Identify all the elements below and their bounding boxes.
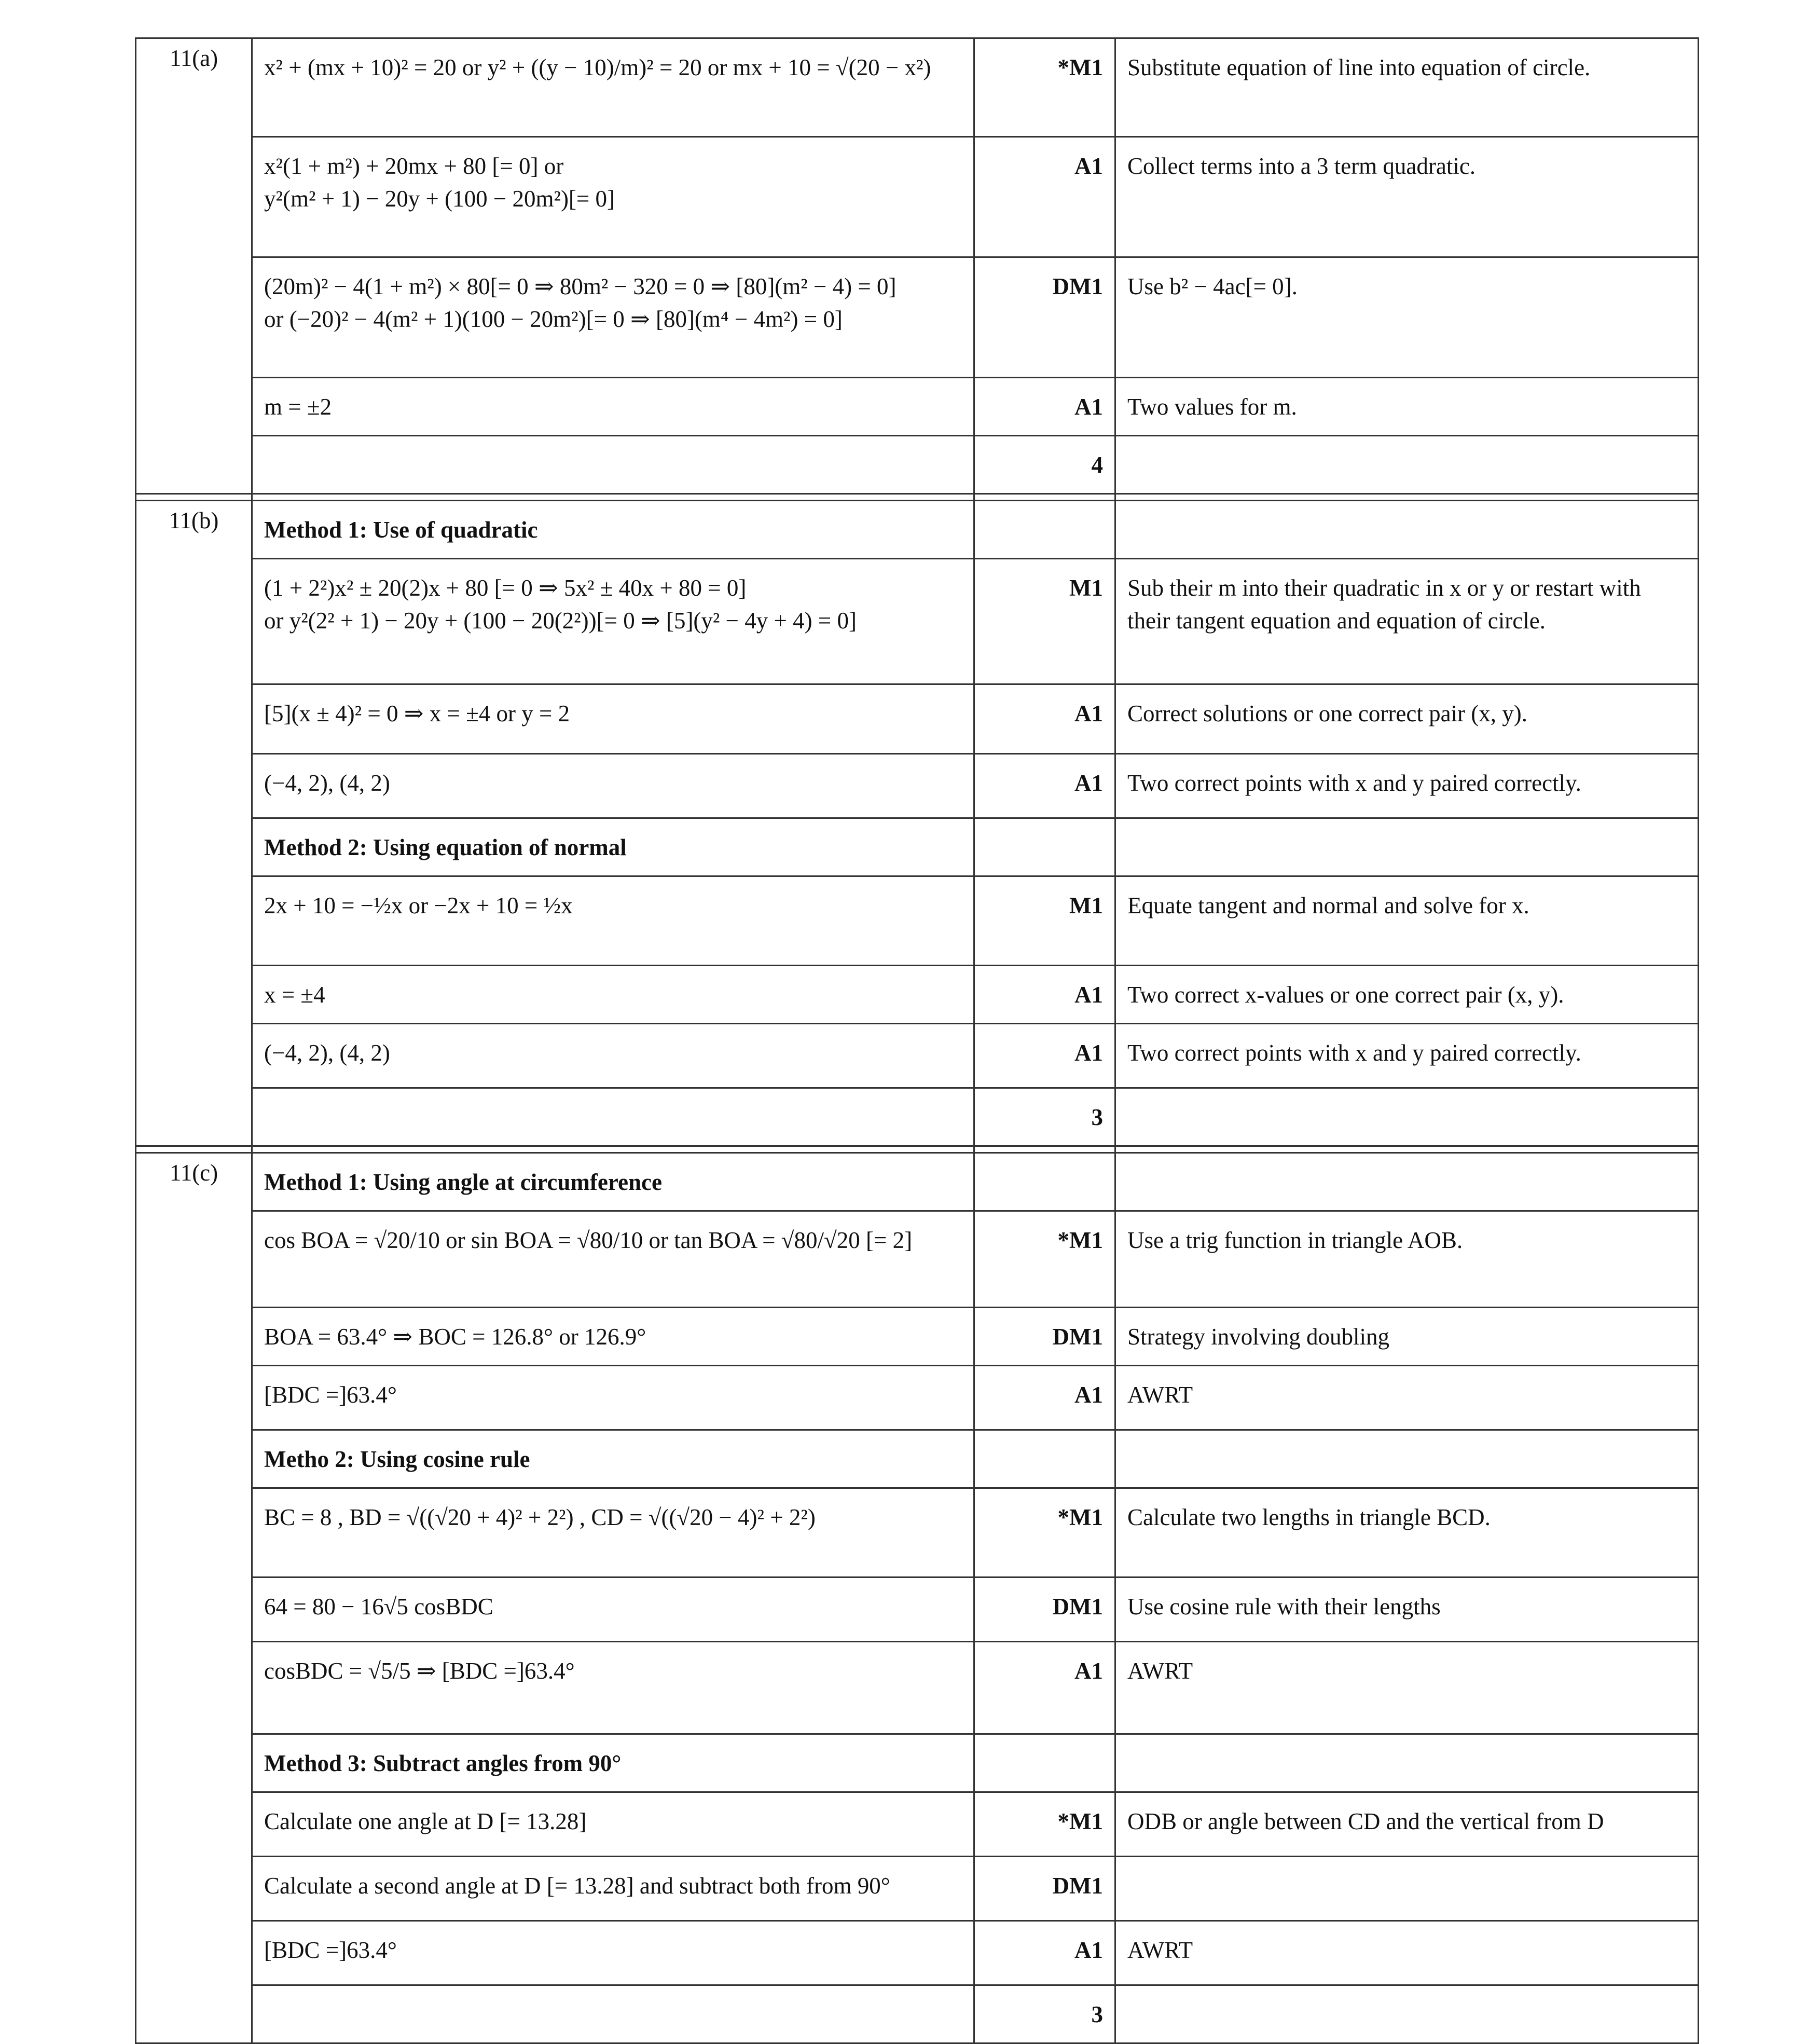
notes-cell: AWRT [1115,1921,1699,1985]
working-text: Metho 2: Using cosine rule [264,1446,530,1472]
working-cell [252,1024,974,1088]
mark-cell: *M1 [974,1211,1115,1308]
mark-cell: *M1 [974,1792,1115,1857]
notes-cell: Two correct points with x and y paired correctly. [1115,754,1699,818]
notes-cell: Equate tangent and normal and solve for x. [1115,876,1699,966]
working-text: x² + (mx + 10)² = 20 or y² + ((y − 10)/m)² = 20 or mx + 10 = √(20 − x²) [264,54,931,80]
working-text: (−4, 2), (4, 2) [264,1040,390,1066]
scheme-row [136,1921,1699,1985]
notes-cell: Strategy involving doubling [1115,1308,1699,1366]
method-heading [252,818,974,876]
mark-cell: 3 [974,1088,1115,1146]
mark-cell [974,818,1115,876]
scheme-row [136,1024,1699,1088]
working-text-line2: y²(m² + 1) − 20y + (100 − 20m²)[= 0] [264,186,615,212]
working-cell [252,754,974,818]
notes-cell [1115,1985,1699,2043]
scheme-row [136,1577,1699,1642]
scheme-row [136,1308,1699,1366]
working-text: x²(1 + m²) + 20mx + 80 [= 0] or [264,153,564,179]
separator-cell [1115,494,1699,501]
mark-cell: A1 [974,966,1115,1024]
scheme-row [136,559,1699,684]
mark-cell: DM1 [974,257,1115,378]
separator-cell [252,494,974,501]
separator-cell [252,1146,974,1153]
working-text: [BDC =]63.4° [264,1937,397,1963]
working-cell [252,1308,974,1366]
mark-cell: *M1 [974,38,1115,137]
working-text: Method 2: Using equation of normal [264,834,627,860]
scheme-row [136,818,1699,876]
notes-cell [1115,1430,1699,1488]
working-cell [252,684,974,754]
working-text: m = ±2 [264,394,332,420]
mark-cell: A1 [974,378,1115,436]
method-heading [252,1734,974,1792]
scheme-row [136,1792,1699,1857]
mark-cell [974,1430,1115,1488]
notes-cell [1115,818,1699,876]
scheme-row [136,1153,1699,1211]
notes-cell: Use b² − 4ac[= 0]. [1115,257,1699,378]
scheme-row [136,501,1699,559]
working-text: x = ±4 [264,982,325,1008]
separator-cell [974,1146,1115,1153]
notes-cell: Collect terms into a 3 term quadratic. [1115,137,1699,257]
mark-scheme-body [136,38,1699,2043]
scheme-row [136,1366,1699,1430]
working-cell [252,137,974,257]
notes-cell [1115,1088,1699,1146]
notes-cell [1115,501,1699,559]
scheme-row [136,1088,1699,1146]
section-separator [136,494,1699,501]
working-cell [252,1088,974,1146]
mark-cell: *M1 [974,1488,1115,1577]
scheme-row [136,436,1699,494]
mark-scheme-table [135,37,1699,2044]
scheme-row [136,754,1699,818]
scheme-row [136,1734,1699,1792]
notes-cell: ODB or angle between CD and the vertical from D [1115,1792,1699,1857]
notes-cell: Two correct points with x and y paired correctly. [1115,1024,1699,1088]
mark-cell: A1 [974,137,1115,257]
scheme-row [136,1857,1699,1921]
method-heading [252,1430,974,1488]
working-text: [BDC =]63.4° [264,1382,397,1408]
working-text: Calculate a second angle at D [= 13.28] and subtract both from 90° [264,1873,890,1899]
mark-cell: A1 [974,754,1115,818]
scheme-row [136,137,1699,257]
working-text: Method 3: Subtract angles from 90° [264,1750,622,1776]
notes-cell [1115,1734,1699,1792]
scheme-row [136,1211,1699,1308]
mark-cell: 3 [974,1985,1115,2043]
question-label: 11(b) [136,501,252,1146]
working-cell [252,1488,974,1577]
working-cell [252,1921,974,1985]
working-cell [252,436,974,494]
working-text: 2x + 10 = −½x or −2x + 10 = ½x [264,893,573,918]
scheme-row [136,966,1699,1024]
mark-cell: DM1 [974,1577,1115,1642]
notes-cell: Use cosine rule with their lengths [1115,1577,1699,1642]
working-text: BC = 8 , BD = √((√20 + 4)² + 2²) , CD = √((√20 − 4)² + 2²) [264,1504,816,1530]
scheme-row [136,378,1699,436]
working-text: (−4, 2), (4, 2) [264,770,390,796]
working-cell [252,1642,974,1734]
working-cell [252,1366,974,1430]
scheme-row [136,876,1699,966]
scheme-row [136,257,1699,378]
working-text: cosBDC = √5/5 ⇒ [BDC =]63.4° [264,1658,575,1684]
notes-cell: Correct solutions or one correct pair (x, y). [1115,684,1699,754]
working-text: Method 1: Using angle at circumference [264,1169,662,1195]
notes-cell: Use a trig function in triangle AOB. [1115,1211,1699,1308]
working-text: 64 = 80 − 16√5 cosBDC [264,1594,493,1620]
notes-cell [1115,436,1699,494]
notes-cell: Calculate two lengths in triangle BCD. [1115,1488,1699,1577]
mark-cell: A1 [974,1366,1115,1430]
method-heading [252,501,974,559]
scheme-row [136,1488,1699,1577]
mark-cell: A1 [974,684,1115,754]
method-heading [252,1153,974,1211]
mark-cell: A1 [974,1642,1115,1734]
mark-cell: DM1 [974,1308,1115,1366]
working-text: (1 + 2²)x² ± 20(2)x + 80 [= 0 ⇒ 5x² ± 40x + 80 = 0] [264,575,747,601]
notes-cell: Two values for m. [1115,378,1699,436]
working-cell [252,966,974,1024]
mark-cell: DM1 [974,1857,1115,1921]
scheme-row [136,38,1699,137]
mark-cell: A1 [974,1024,1115,1088]
working-text-line2: or (−20)² − 4(m² + 1)(100 − 20m²)[= 0 ⇒ [80](m⁴ − 4m²) = 0] [264,306,843,332]
working-cell [252,876,974,966]
mark-cell [974,1153,1115,1211]
mark-cell: M1 [974,559,1115,684]
separator-cell [1115,1146,1699,1153]
mark-cell [974,1734,1115,1792]
mark-cell: 4 [974,436,1115,494]
notes-cell: Sub their m into their quadratic in x or y or restart with their tangent equation and equation of circle. [1115,559,1699,684]
notes-cell: AWRT [1115,1366,1699,1430]
separator-cell [136,494,252,501]
mark-cell [974,501,1115,559]
question-label: 11(a) [136,38,252,494]
mark-cell: M1 [974,876,1115,966]
working-text: cos BOA = √20/10 or sin BOA = √80/10 or tan BOA = √80/√20 [= 2] [264,1227,913,1253]
working-cell [252,257,974,378]
notes-cell: Substitute equation of line into equation of circle. [1115,38,1699,137]
notes-cell: AWRT [1115,1642,1699,1734]
question-label: 11(c) [136,1153,252,2043]
separator-cell [974,494,1115,501]
working-cell [252,1577,974,1642]
working-text: Method 1: Use of quadratic [264,517,538,543]
scheme-row [136,684,1699,754]
working-cell [252,1985,974,2043]
section-separator [136,1146,1699,1153]
notes-cell [1115,1153,1699,1211]
working-text: [5](x ± 4)² = 0 ⇒ x = ±4 or y = 2 [264,701,570,726]
working-cell [252,38,974,137]
separator-cell [136,1146,252,1153]
working-cell [252,1792,974,1857]
working-cell [252,559,974,684]
notes-cell [1115,1857,1699,1921]
scheme-row [136,1430,1699,1488]
working-cell [252,1211,974,1308]
working-cell [252,1857,974,1921]
mark-cell: A1 [974,1921,1115,1985]
notes-cell: Two correct x-values or one correct pair (x, y). [1115,966,1699,1024]
working-text-line2: or y²(2² + 1) − 20y + (100 − 20(2²))[= 0 ⇒ [5](y² − 4y + 4) = 0] [264,608,857,634]
working-text: (20m)² − 4(1 + m²) × 80[= 0 ⇒ 80m² − 320 = 0 ⇒ [80](m² − 4) = 0] [264,273,897,299]
scheme-row [136,1642,1699,1734]
working-cell [252,378,974,436]
working-text: BOA = 63.4° ⇒ BOC = 126.8° or 126.9° [264,1324,646,1350]
working-text: Calculate one angle at D [= 13.28] [264,1808,587,1834]
scheme-row [136,1985,1699,2043]
